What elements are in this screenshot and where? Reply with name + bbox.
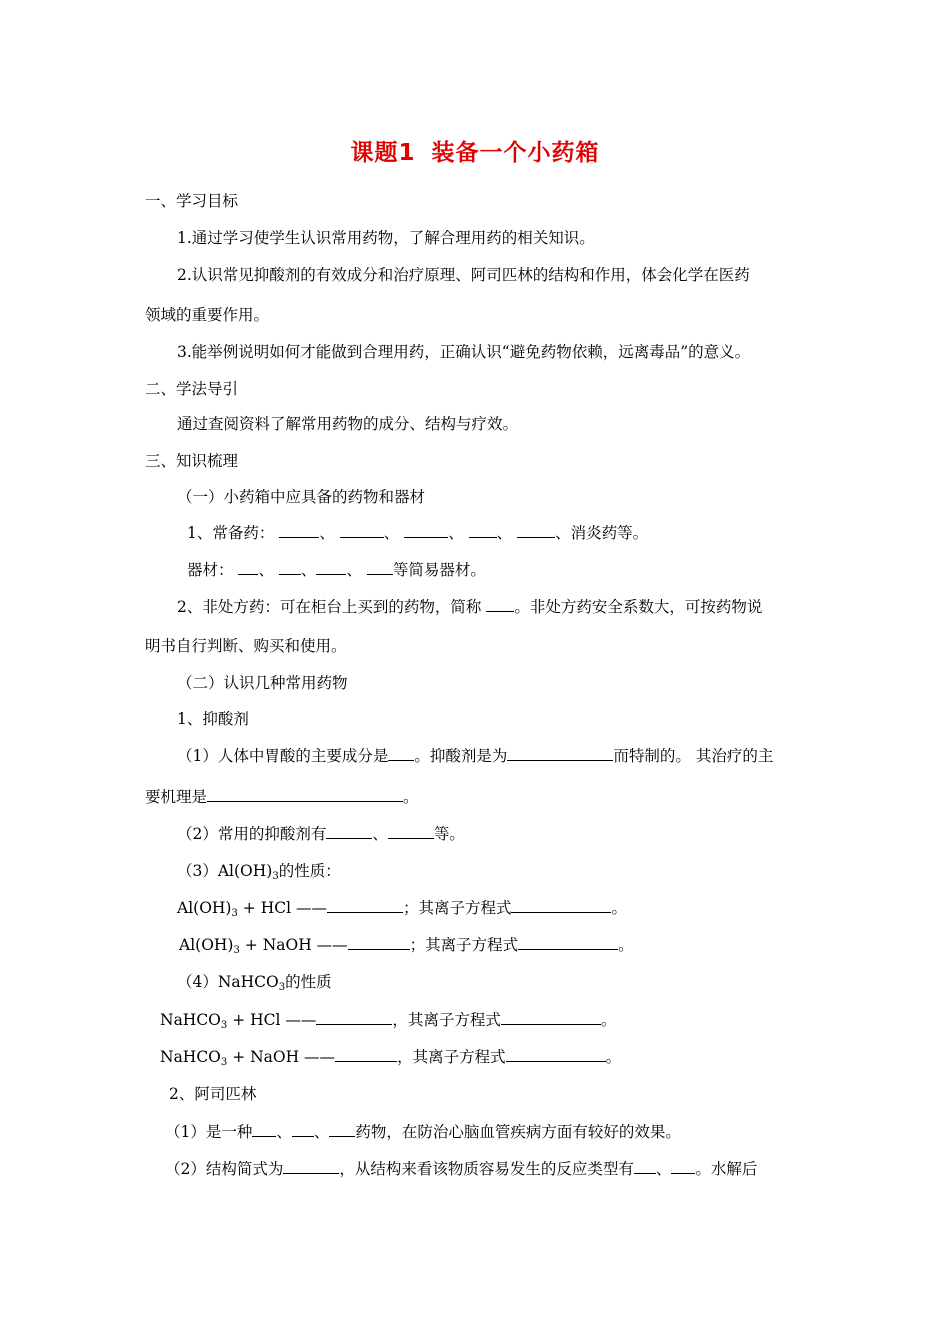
blank [469,523,497,538]
method-text: 通过查阅资料了解常用药物的成分、结构与疗效。 [177,415,519,433]
period: 。 [618,936,634,954]
reactant: + NaOH —— [227,1048,336,1066]
aspirin-q1 [165,1122,681,1142]
blank [511,898,611,913]
separator: 、 [655,1160,672,1178]
common-medicines-end: 、消炎药等。 [555,524,649,542]
antacid-q2 [177,824,465,844]
equipment-end: 等简易器材。 [392,561,486,579]
q1-text-d: 要机理是 [145,788,208,806]
q2-text-a: （2）常用的抑酸剂有 [177,825,327,843]
separator: 、 [276,1123,292,1141]
q4-formula: （4）NaHCO [177,973,279,991]
blank [506,1047,606,1062]
blank [327,898,403,913]
blank [518,935,618,950]
separator: 、 [258,561,274,579]
formula: Al(OH) [177,899,232,917]
blank [316,1010,392,1025]
reactant: + HCl —— [227,1011,317,1029]
blank [367,560,393,575]
blank [292,1122,314,1137]
blank [404,523,448,538]
blank [671,1159,695,1174]
q2-text-b: 等。 [433,825,465,843]
blank [388,824,434,839]
blank [507,746,613,761]
q4-text: 的性质 [285,973,332,991]
a2-text-a: （2）结构简式为 [165,1160,284,1178]
blank [238,560,258,575]
objective-1: 1.通过学习使学生认识常用药物，了解合理用药的相关知识。 [177,229,595,247]
title-text: 装备一个小药箱 [431,140,600,166]
blank [252,1122,276,1137]
a1-text-b: 药物，在防治心脑血管疾病方面有较好的效果。 [355,1123,681,1141]
reaction-aloh3-hcl [177,898,627,918]
antacid-q4 [177,972,332,992]
blank [517,523,555,538]
subsection-common-drugs: （二）认识几种常用药物 [177,674,348,692]
a2-text-b: ，从结构来看该物质容易发生的反应类型有 [339,1160,634,1178]
antacid-q1-line-1 [177,746,773,766]
blank [388,746,414,761]
antacid-heading: 1、抑酸剂 [177,710,249,728]
q1-text-c: 而特制的。 其治疗的主 [613,747,774,765]
otc-line-1 [177,597,762,617]
period: 。 [600,1011,617,1029]
period: 。 [605,1048,622,1066]
equipment-label: 器材： [187,561,234,579]
q3-formula: （3）Al(OH) [177,862,273,880]
blank [279,560,301,575]
blank [283,1159,339,1174]
antacid-q3 [177,861,341,881]
a2-text-c: 。水解后 [695,1160,758,1178]
otc-text-a: 2、非处方药：可在柜台上买到的药物，简称 [177,598,482,616]
common-medicines-line [187,523,648,543]
period: 。 [403,788,419,806]
subscript: 3 [233,945,240,956]
q1-text-b: 。抑酸剂是为 [414,747,508,765]
page-title [0,134,950,167]
separator: 、 [300,561,317,579]
blank [279,523,319,538]
otc-text-b: 。非处方药安全系数大，可按药物说 [514,598,763,616]
separator: 、 [383,524,400,542]
reactant: + NaOH —— [239,936,348,954]
reactant: + HCl —— [237,899,327,917]
blank [486,597,514,612]
common-medicines-label: 1、常备药： [187,524,275,542]
blank [326,824,372,839]
formula: Al(OH) [179,936,234,954]
formula: NaHCO [160,1011,221,1029]
objective-2-line-2: 领域的重要作用。 [145,306,270,324]
section-heading-method: 二、学法导引 [145,380,239,398]
formula: NaHCO [160,1048,221,1066]
subsection-medicine-kit: （一）小药箱中应具备的药物和器材 [177,488,426,506]
separator: 、 [346,561,362,579]
reaction-nahco3-naoh [160,1047,621,1067]
subscript: 3 [220,1020,228,1031]
objective-3: 3.能举例说明如何才能做到合理用药，正确认识“避免药物依赖，远离毒品”的意义。 [177,343,751,361]
separator: 、 [313,1123,330,1141]
q1-text-a: （1）人体中胃酸的主要成分是 [177,747,389,765]
objective-2-line-1: 2.认识常见抑酸剂的有效成分和治疗原理、阿司匹林的结构和作用，体会化学在医药 [177,266,750,284]
title-lesson-number: 课题1 [350,140,416,166]
ionic-equation-label: ，其离子方程式 [392,1011,501,1029]
otc-line-2: 明书自行判断、购买和使用。 [145,637,347,655]
section-heading-objectives: 一、学习目标 [145,192,239,210]
reaction-nahco3-hcl [160,1010,616,1030]
blank [340,523,384,538]
aspirin-q2 [165,1159,757,1179]
blank [207,787,403,802]
ionic-equation-label: ，其离子方程式 [397,1048,506,1066]
period: 。 [611,899,627,917]
ionic-equation-label: ；其离子方程式 [409,936,519,954]
blank [329,1122,355,1137]
separator: 、 [496,524,513,542]
reaction-aloh3-naoh [179,935,634,955]
section-heading-knowledge: 三、知识梳理 [145,452,239,470]
blank [501,1010,601,1025]
blank [335,1047,397,1062]
a1-text-a: （1）是一种 [165,1123,253,1141]
separator: 、 [319,524,335,542]
antacid-q1-line-2 [145,787,419,807]
aspirin-heading: 2、阿司匹林 [169,1085,257,1103]
subscript: 3 [231,908,238,919]
separator: 、 [448,524,464,542]
q3-text: 的性质： [278,862,341,880]
blank [634,1159,656,1174]
equipment-line [187,560,486,580]
subscript: 3 [272,871,279,882]
separator: 、 [372,825,388,843]
subscript: 3 [220,1057,228,1068]
ionic-equation-label: ；其离子方程式 [402,899,512,917]
blank [348,935,410,950]
subscript: 3 [278,982,286,993]
blank [316,560,346,575]
